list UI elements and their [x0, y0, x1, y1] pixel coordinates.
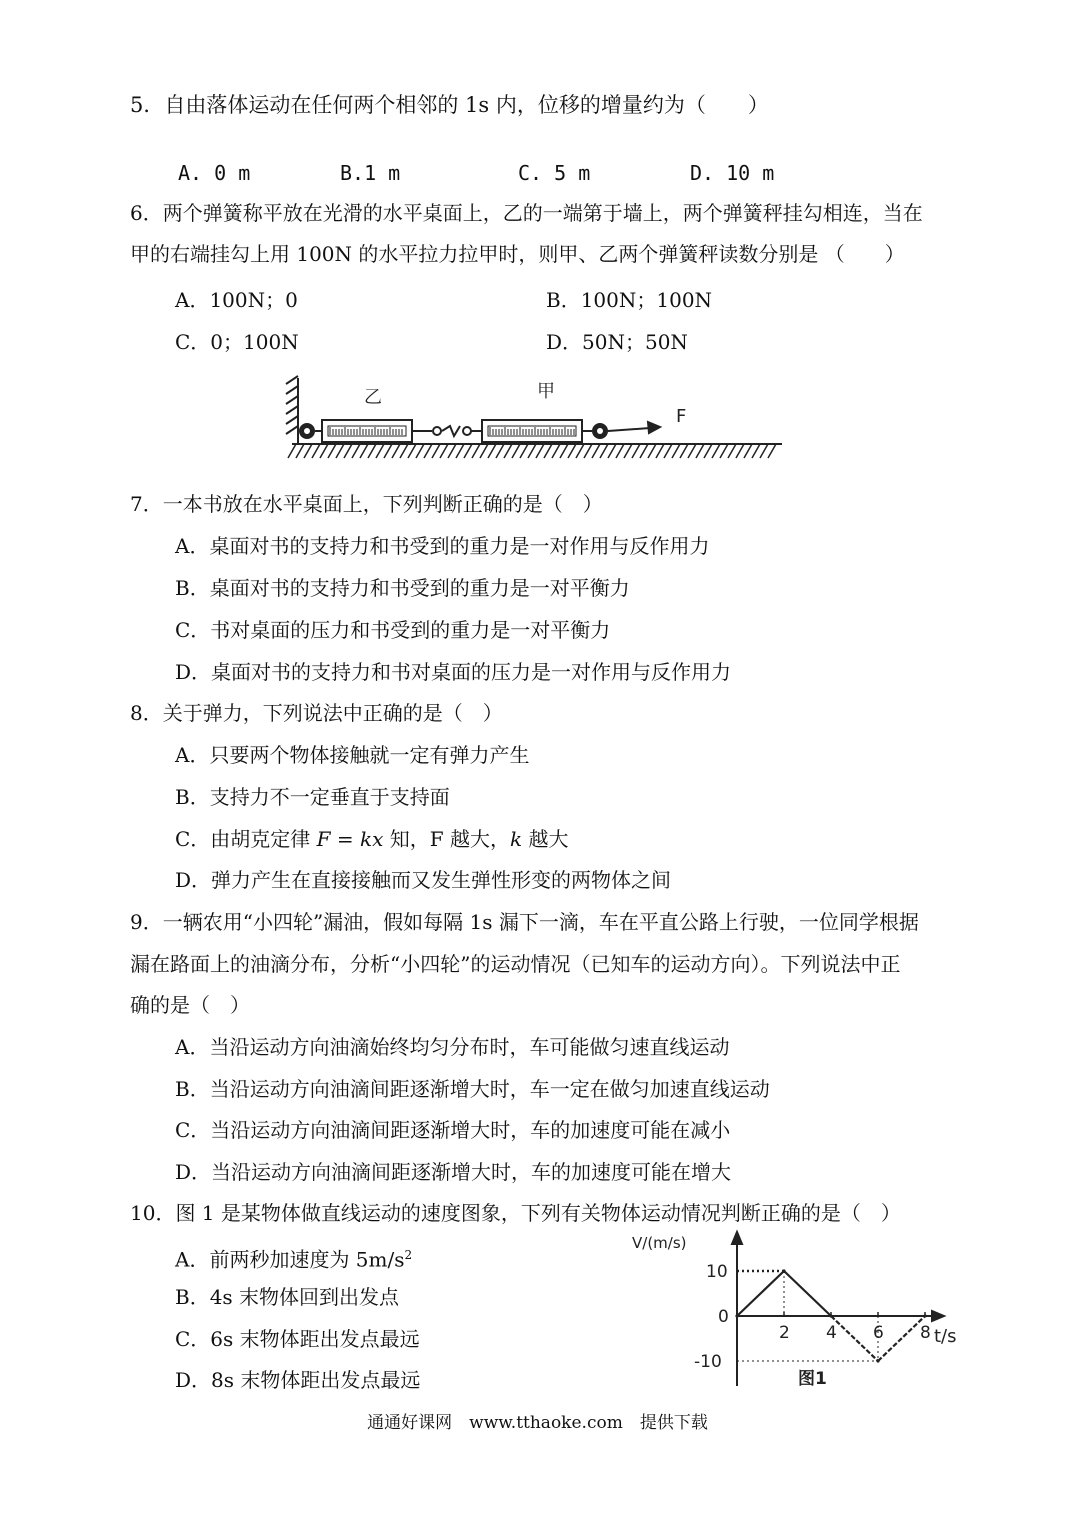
y-tick-label: 0: [718, 1307, 729, 1327]
label-f: F: [676, 406, 687, 427]
q5-option-d: D. 10 m: [690, 161, 775, 185]
q8-c-mid: 知，F 越大，: [383, 827, 511, 851]
q10-option-d: D．8s 末物体距出发点最远: [175, 1368, 421, 1392]
q10-a-text: A．前两秒加速度为 5m/s: [175, 1247, 405, 1272]
q9-option-b: B．当沿运动方向油滴间距逐渐增大时，车一定在做匀加速直线运动: [175, 1077, 770, 1101]
q5-option-b: B.1 m: [340, 161, 401, 185]
q5-option-a: A. 0 m: [178, 161, 251, 185]
q10-stem: 10．图 1 是某物体做直线运动的速度图象，下列有关物体运动情况判断正确的是（ ）: [130, 1201, 901, 1225]
q5-stem: 5．自由落体运动在任何两个相邻的 1s 内，位移的增量约为（ ）: [130, 93, 769, 117]
q6-stem-line1: 6．两个弹簧称平放在光滑的水平桌面上，乙的一端第于墙上，两个弹簧秤挂勾相连，当在: [130, 201, 923, 225]
data-point: [782, 1269, 785, 1272]
k-symbol: k: [510, 827, 523, 851]
data-point: [876, 1359, 879, 1362]
spring-scale-yi: [299, 420, 432, 442]
label-jia: 甲: [537, 381, 555, 402]
x-tick-label: 2: [779, 1323, 790, 1343]
q8-c-post: 越大: [522, 827, 569, 851]
q7-option-c: C．书对桌面的压力和书受到的重力是一对平衡力: [175, 618, 611, 642]
footer: 通通好课网 www.tthaoke.com 提供下载: [367, 1413, 708, 1433]
q7-option-b: B．桌面对书的支持力和书受到的重力是一对平衡力: [175, 576, 630, 600]
floor-hatch: [288, 444, 776, 458]
label-yi: 乙: [364, 387, 382, 408]
q9-stem-line1: 9．一辆农用“小四轮”漏油，假如每隔 1s 漏下一滴，车在平直公路上行驶，一位同学根据: [130, 910, 919, 934]
hooke-formula: F = kx: [316, 827, 384, 851]
q8-option-b: B．支持力不一定垂直于支持面: [175, 785, 450, 809]
velocity-time-chart: [630, 1228, 975, 1393]
x-tick-label: 8: [920, 1323, 931, 1343]
q7-stem: 7．一本书放在水平桌面上，下列判断正确的是（ ）: [130, 492, 603, 516]
q6-stem-line2: 甲的右端挂勾上用 100N 的水平拉力拉甲时，则甲、乙两个弹簧秤读数分别是 （ ）: [130, 242, 905, 266]
q8-option-a: A．只要两个物体接触就一定有弹力产生: [175, 743, 530, 767]
x-tick-label: 6: [873, 1323, 884, 1343]
y-tick-label: -10: [694, 1352, 722, 1372]
x-tick-label: 4: [826, 1323, 837, 1343]
x-axis: [737, 1311, 944, 1321]
q10-a-sup: 2: [404, 1248, 413, 1262]
y-axis-label: V/(m/s): [632, 1234, 687, 1252]
y-tick-label: 10: [706, 1262, 728, 1282]
q9-stem-line2: 漏在路面上的油滴分布，分析“小四轮”的运动情况（已知车的运动方向）。下列说法中正: [130, 952, 901, 976]
q10-option-c: C．6s 末物体距出发点最远: [175, 1327, 420, 1351]
series-segment: [878, 1316, 925, 1361]
x-axis-label: t/s: [934, 1326, 957, 1347]
chart-caption: 图1: [798, 1369, 827, 1389]
q6-option-a: A．100N；0: [175, 288, 298, 312]
q8-stem: 8．关于弹力，下列说法中正确的是（ ）: [130, 701, 503, 725]
q9-option-a: A．当沿运动方向油滴始终均匀分布时，车可能做匀速直线运动: [175, 1035, 730, 1059]
series-segment: [784, 1271, 831, 1316]
q6-option-b: B．100N；100N: [546, 288, 713, 312]
q5-option-c: C. 5 m: [518, 161, 591, 185]
q6-option-d: D．50N；50N: [546, 330, 688, 354]
series-segment: [831, 1316, 878, 1361]
q8-option-d: D．弹力产生在直接接触而又发生弹性形变的两物体之间: [175, 868, 672, 892]
data-point: [735, 1314, 738, 1317]
q9-option-d: D．当沿运动方向油滴间距逐渐增大时，车的加速度可能在增大: [175, 1160, 732, 1184]
series-segment: [737, 1271, 784, 1316]
spring-scale-figure: [282, 370, 787, 465]
q8-c-pre: C．由胡克定律: [175, 827, 317, 851]
hook-link: [433, 426, 482, 436]
force-arrow: [608, 422, 660, 433]
wall: [286, 376, 298, 444]
y-axis: [732, 1232, 742, 1386]
q7-option-d: D．桌面对书的支持力和书对桌面的压力是一对作用与反作用力: [175, 660, 732, 684]
q6-option-c: C．0；100N: [175, 330, 299, 354]
q9-stem-line3: 确的是（ ）: [130, 993, 250, 1017]
q10-option-b: B．4s 末物体回到出发点: [175, 1285, 400, 1309]
q10-option-a: [175, 1243, 412, 1272]
q8-option-c: [175, 827, 569, 851]
q7-option-a: A．桌面对书的支持力和书受到的重力是一对作用与反作用力: [175, 534, 710, 558]
spring-scale-jia: [482, 420, 608, 442]
q9-option-c: C．当沿运动方向油滴间距逐渐增大时，车的加速度可能在减小: [175, 1118, 731, 1142]
